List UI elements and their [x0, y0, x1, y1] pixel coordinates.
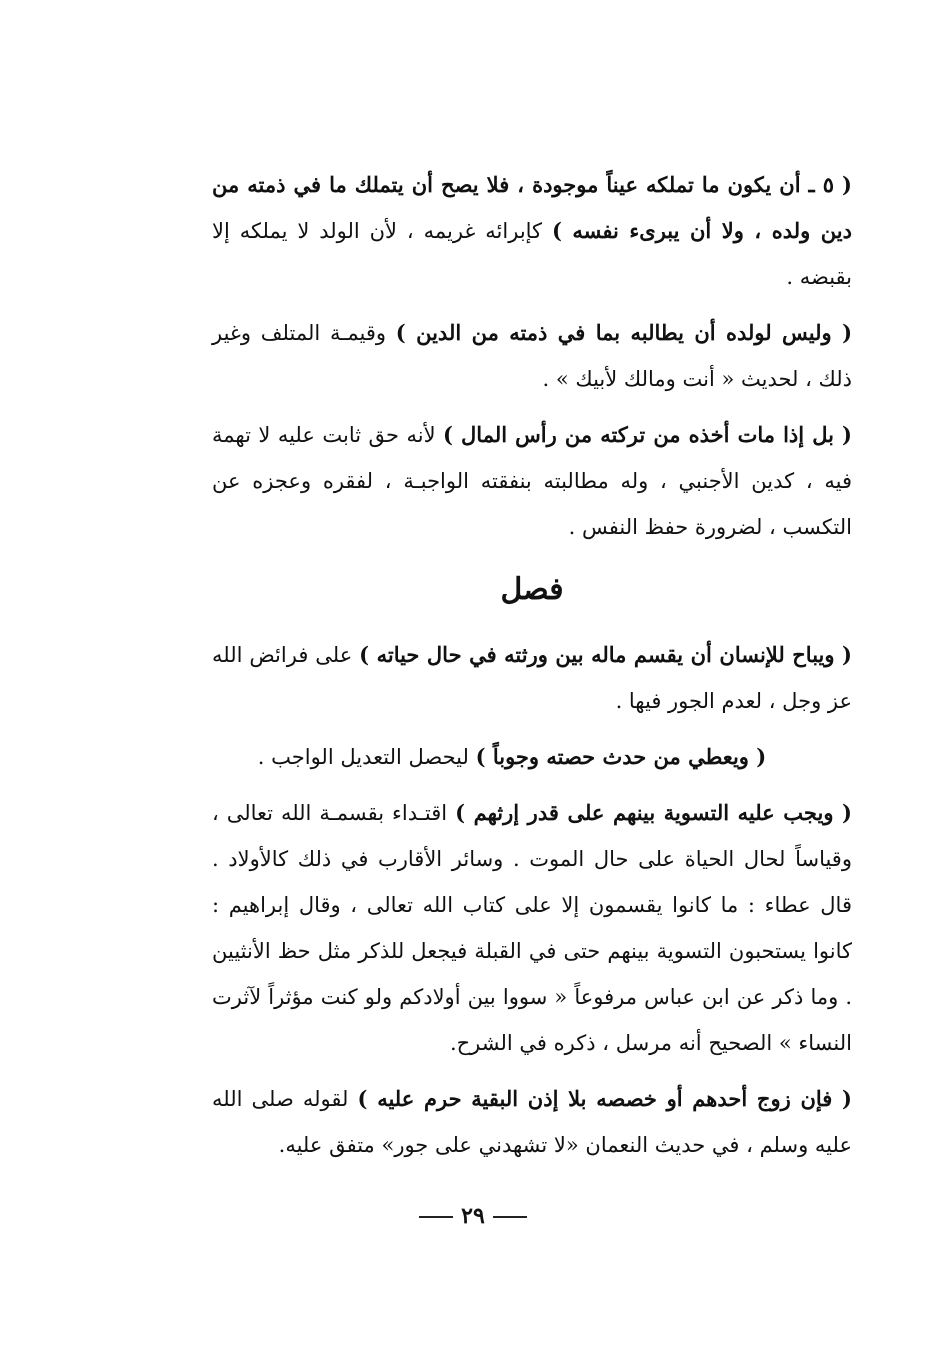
bold-phrase: ( وليس لولده أن يطالبه بما في ذمته من الدين ) [395, 320, 853, 345]
paragraph-4 [212, 632, 852, 724]
paragraph-7 [212, 1076, 852, 1168]
bold-phrase: ( ويجب عليه التسوية بينهم على قدر إرثهم ) [455, 800, 852, 825]
paragraph-text: ليحصل التعديل الواجب . [257, 745, 476, 769]
paragraph-text: على فرائض الله عز وجل ، لعدم الجور فيها . [212, 643, 852, 713]
paragraph-5 [212, 734, 852, 780]
paragraph-6 [212, 790, 852, 1066]
paragraph-text: كإبرائه غريمه ، لأن الولد لا يملكه إلا بقبضه . [212, 219, 852, 289]
body-text [212, 162, 852, 1178]
paragraph-1 [212, 162, 852, 300]
paragraph-text: وقيمـة المتلف وغير ذلك ، لحديث « أنت ومالك لأبيك » . [212, 321, 852, 391]
paragraph-2 [212, 310, 852, 402]
bold-phrase: ( ٥ ـ أن يكون ما تملكه عيناً موجودة ، فلا يصح أن يتملك ما في ذمته من دين ولده ، ولا أن يبرىء نفسه ) [212, 172, 852, 243]
bold-phrase: ( ويباح للإنسان أن يقسم ماله بين ورثته في حال حياته ) [359, 642, 852, 667]
paragraph-text: اقتـداء بقسمـة الله تعالى ، وقياساً لحال الحياة على حال الموت . وسائر الأقارب في ذلك كالأولاد . قال عطاء : ما كانوا يقسمون إلا على كتاب الله تعالى ، وقال إبراهيم : كانوا يستحبون التسوية بينهم حتى في القبلة فيجعل للذكر مثل حظ الأنثيين . وما ذكر عن ابن عباس مرفوعاً « سووا بين أولادكم ولو كنت مؤثراً لآثرت النساء » الصحيح أنه مرسل ، ذكره في الشرح. [212, 801, 852, 1055]
paragraph-text: لقوله صلى الله عليه وسلم ، في حديث النعمان «لا تشهدني على جور» متفق عليه. [212, 1087, 852, 1157]
page-number-text: ٢٩ [461, 1203, 485, 1229]
paragraph-3 [212, 412, 852, 550]
page-number [0, 1203, 946, 1229]
section-heading: فصل [500, 572, 564, 607]
dash-left [493, 1216, 527, 1218]
bold-phrase: ( فإن زوج أحدهم أو خصصه بلا إذن البقية حرم عليه ) [357, 1086, 852, 1111]
dash-right [419, 1216, 453, 1218]
paragraph-text: لأنه حق ثابت عليه لا تهمة فيه ، كدين الأجنبي ، وله مطالبته بنفقته الواجبـة ، لفقره وعجزه عن التكسب ، لضرورة حفظ النفس . [212, 423, 852, 539]
bold-phrase: ( ويعطي من حدث حصته وجوباً ) [475, 744, 767, 769]
bold-phrase: ( بل إذا مات أخذه من تركته من رأس المال ) [443, 422, 852, 447]
